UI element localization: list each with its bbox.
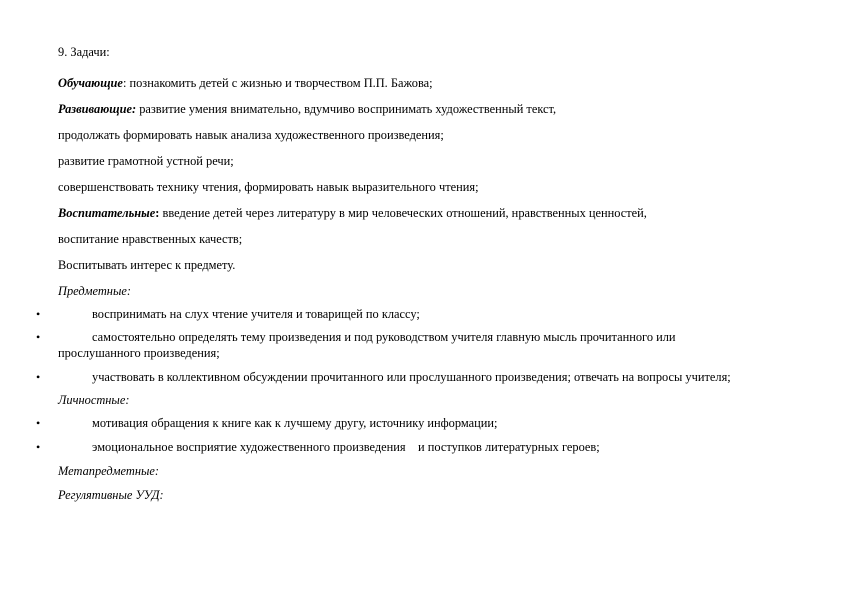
section-heading: 9. Задачи: [58, 45, 110, 59]
developing-line: продолжать формировать навык анализа художественного произведения; [58, 128, 444, 142]
developing-line: развитие грамотной устной речи; [58, 154, 234, 168]
developing-label: Развивающие: [58, 102, 137, 116]
bullet-icon: • [36, 440, 41, 454]
subject-label: Предметные: [58, 284, 131, 298]
educational-goals [58, 76, 433, 91]
personal-item: мотивация обращения к книге как к лучшему другу, источнику информации; [92, 416, 498, 430]
educational-label: Обучающие [58, 76, 123, 90]
developing-text: развитие умения внимательно, вдумчиво воспринимать художественный текст, [136, 102, 557, 116]
subject-item: воспринимать на слух чтение учителя и товарищей по классу; [92, 307, 420, 321]
subject-item: самостоятельно определять тему произведения и под руководством учителя главную мысль прочитанного или прослушанного произведения; [58, 330, 676, 360]
personal-label: Личностные: [58, 393, 130, 407]
regulative-label: Регулятивные УУД: [58, 488, 164, 502]
educational-text: : познакомить детей с жизнью и творчеством П.П. Бажова; [122, 76, 433, 90]
upbringing-line: Воспитывать интерес к предмету. [58, 258, 236, 272]
upbringing-label: Воспитательные [58, 206, 156, 220]
subject-item: участвовать в коллективном обсуждении прочитанного или прослушанного произведения; отвечать на вопросы учителя; [92, 370, 731, 384]
bullet-icon: • [36, 370, 41, 384]
bullet-icon: • [36, 416, 41, 430]
metasubject-label: Метапредметные: [58, 464, 159, 478]
bullet-icon: • [36, 307, 41, 321]
bullet-icon: • [36, 330, 41, 344]
upbringing-colon: : [155, 206, 160, 220]
developing-goals [58, 102, 556, 117]
upbringing-line: воспитание нравственных качеств; [58, 232, 243, 246]
personal-item: эмоциональное восприятие художественного произведения и поступков литературных героев; [92, 440, 600, 454]
upbringing-text: введение детей через литературу в мир человеческих отношений, нравственных ценностей, [159, 206, 647, 220]
upbringing-goals [58, 206, 647, 221]
developing-line: совершенствовать технику чтения, формировать навык выразительного чтения; [58, 180, 479, 194]
